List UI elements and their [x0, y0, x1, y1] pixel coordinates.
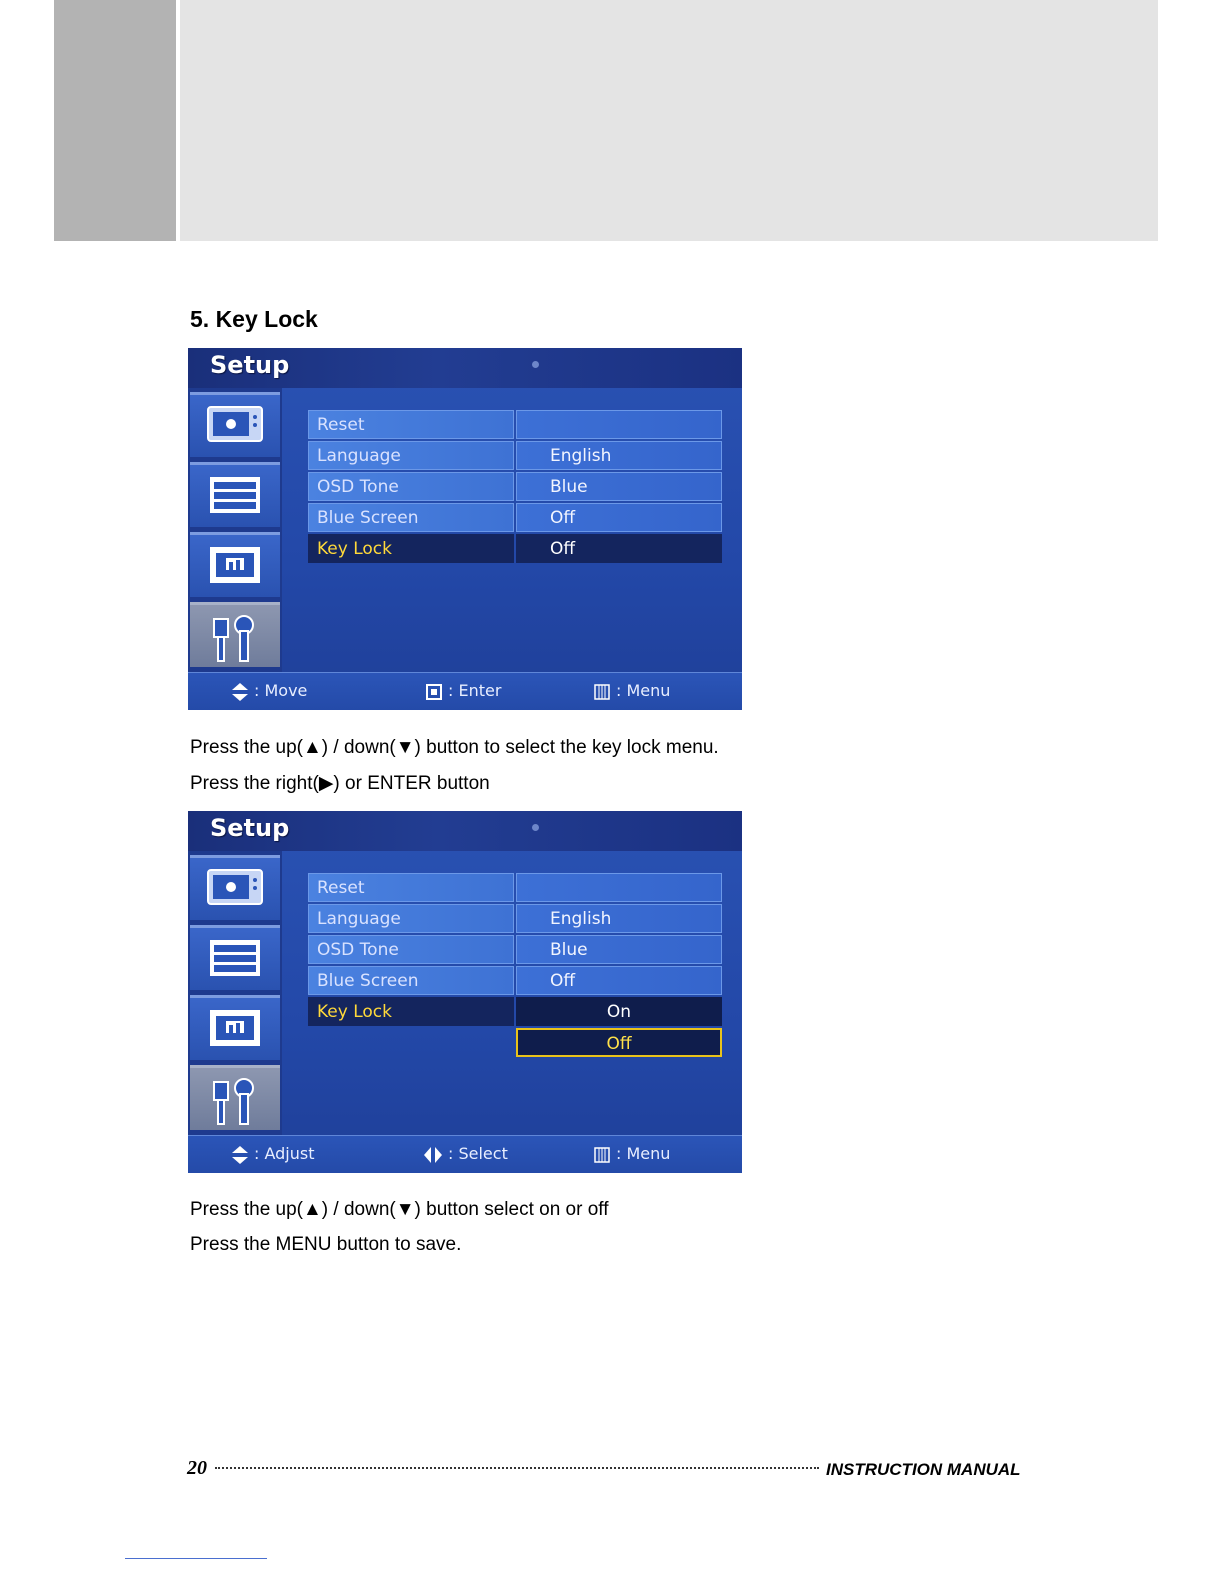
- instruction-text: Press the right(▶) or ENTER button: [190, 773, 490, 794]
- table-row-selected[interactable]: [308, 997, 724, 1026]
- section-title: 5. Key Lock: [190, 306, 318, 332]
- leftright-arrow-icon: [424, 1147, 442, 1163]
- image-icon: [204, 543, 266, 587]
- table-row[interactable]: [308, 441, 724, 470]
- row-value: Blue: [516, 472, 722, 501]
- table-row[interactable]: [308, 966, 724, 995]
- instruction-text: Press the up(▲) / down(▼) button select on or off: [190, 1199, 609, 1220]
- row-value: English: [516, 441, 722, 470]
- footer-menu: [594, 681, 670, 700]
- table-row[interactable]: [308, 904, 724, 933]
- enter-icon: [426, 684, 442, 700]
- sidebar-tile-picture[interactable]: [190, 392, 280, 457]
- sidebar-tile-image[interactable]: [190, 532, 280, 597]
- row-value: Off: [516, 534, 722, 563]
- updown-arrow-icon: [232, 1146, 248, 1164]
- osd-titlebar: [188, 348, 742, 388]
- row-value: [516, 410, 722, 439]
- menu-icon: [594, 684, 610, 700]
- row-value: Off: [516, 503, 722, 532]
- osd-title: Setup: [210, 351, 290, 379]
- header-banner: [180, 0, 1158, 241]
- osd-sidebar: [188, 388, 282, 672]
- page-number: 20: [187, 1457, 207, 1479]
- option-off-selected[interactable]: Off: [516, 1028, 722, 1057]
- table-row-selected[interactable]: [308, 534, 724, 563]
- row-label: Language: [308, 441, 514, 470]
- table-row[interactable]: [308, 873, 724, 902]
- osd-footer: [188, 672, 742, 710]
- footer-select: [424, 1144, 508, 1163]
- footer-menu-label: : Menu: [616, 1144, 671, 1163]
- row-value: English: [516, 904, 722, 933]
- table-row[interactable]: [308, 410, 724, 439]
- osd-dot: [532, 824, 539, 831]
- option-on[interactable]: On: [516, 997, 722, 1026]
- osd-screenshot-2: [188, 811, 742, 1173]
- row-label: OSD Tone: [308, 472, 514, 501]
- tools-icon: [204, 1076, 266, 1128]
- footer-adjust-label: : Adjust: [254, 1144, 315, 1163]
- footer-adjust: [232, 1144, 315, 1164]
- osd-screenshot-1: [188, 348, 742, 710]
- osd-sidebar: [188, 851, 282, 1135]
- settings-list-icon: [204, 473, 266, 517]
- footer-move: [232, 681, 307, 701]
- row-label: Language: [308, 904, 514, 933]
- footer-label: INSTRUCTION MANUAL: [826, 1460, 1021, 1479]
- footer-enter-label: : Enter: [448, 681, 502, 700]
- table-row[interactable]: [308, 935, 724, 964]
- sidebar-tile-settings[interactable]: [190, 925, 280, 990]
- row-label: Blue Screen: [308, 503, 514, 532]
- instruction-text: Press the MENU button to save.: [190, 1234, 462, 1255]
- row-value: Off: [516, 966, 722, 995]
- footer-dotted-leader: [215, 1467, 819, 1469]
- tools-icon: [204, 613, 266, 665]
- row-label: OSD Tone: [308, 935, 514, 964]
- updown-arrow-icon: [232, 683, 248, 701]
- sidebar-tile-tools[interactable]: [190, 602, 280, 667]
- osd-titlebar: [188, 811, 742, 851]
- settings-list-icon: [204, 936, 266, 980]
- footer-menu-label: : Menu: [616, 681, 671, 700]
- menu-icon: [594, 1147, 610, 1163]
- footer-enter: [426, 681, 501, 700]
- row-label: Key Lock: [308, 534, 514, 563]
- header-gray-block: [54, 0, 176, 241]
- table-row[interactable]: [308, 472, 724, 501]
- sidebar-tile-tools[interactable]: [190, 1065, 280, 1130]
- sidebar-tile-settings[interactable]: [190, 462, 280, 527]
- row-label: Blue Screen: [308, 966, 514, 995]
- row-label: Key Lock: [308, 997, 514, 1026]
- bottom-rule: [125, 1558, 267, 1559]
- footer-move-label: : Move: [254, 681, 308, 700]
- picture-icon: [204, 866, 266, 910]
- sidebar-tile-picture[interactable]: [190, 855, 280, 920]
- footer-menu: [594, 1144, 670, 1163]
- osd-footer: [188, 1135, 742, 1173]
- sidebar-tile-image[interactable]: [190, 995, 280, 1060]
- osd-dot: [532, 361, 539, 368]
- table-row[interactable]: [308, 503, 724, 532]
- picture-icon: [204, 403, 266, 447]
- row-value: Blue: [516, 935, 722, 964]
- row-label: Reset: [308, 873, 514, 902]
- osd-title: Setup: [210, 814, 290, 842]
- row-label: Reset: [308, 410, 514, 439]
- row-value: [516, 873, 722, 902]
- footer-select-label: : Select: [448, 1144, 508, 1163]
- image-icon: [204, 1006, 266, 1050]
- instruction-text: Press the up(▲) / down(▼) button to select the key lock menu.: [190, 737, 719, 758]
